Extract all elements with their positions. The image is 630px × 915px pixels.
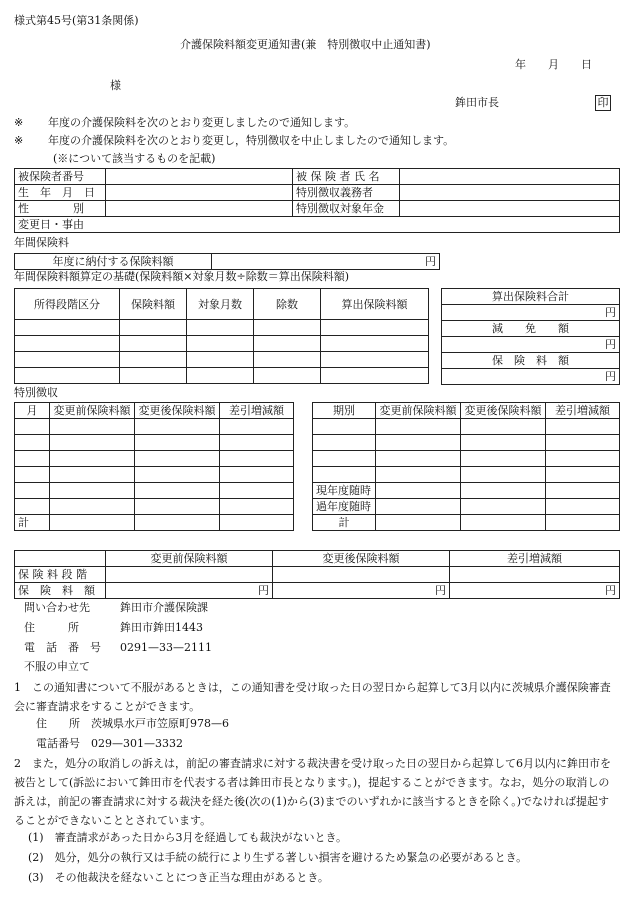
summary-level-label: 保 険 料 段 階 xyxy=(15,567,106,583)
table-row xyxy=(313,451,620,467)
insured-number-label: 被保険者番号 xyxy=(15,169,106,185)
table-row xyxy=(313,419,620,435)
table-row xyxy=(15,419,294,435)
inquiry-label: 問い合わせ先 xyxy=(24,601,90,614)
table-row xyxy=(15,483,294,499)
objection-item-1-address: 住 所 茨城県水戸市笠原町978—6 xyxy=(36,717,229,730)
special-period-table xyxy=(312,402,620,531)
basis-section-label: 年間保険料額算定の基礎(保険料額×対象月数÷除数＝算出保険料額) xyxy=(14,270,350,283)
annual-section-label: 年間保険料 xyxy=(14,236,69,249)
special-header-period: 期別 xyxy=(313,403,376,419)
special-header-after: 変更後保険料額 xyxy=(135,403,220,419)
special-agent-cell xyxy=(400,185,620,201)
sex-cell xyxy=(106,201,293,217)
past-year-label: 過年度随時 xyxy=(313,499,376,515)
notice-note: (※について該当するものを記載) xyxy=(53,152,216,165)
inquiry-value: 鉾田市介護保険課 xyxy=(120,601,208,614)
summary-header-before: 変更前保険料額 xyxy=(106,551,273,567)
table-row xyxy=(15,352,429,368)
special-header-diff: 差引増減額 xyxy=(220,403,294,419)
table-row xyxy=(15,368,429,384)
seal-mark: 印 xyxy=(595,95,611,111)
objection-case-2: (2) 処分，処分の執行又は手続の続行により生ずる著しい損害を避けるため緊急の必要があるとき。 xyxy=(28,851,528,864)
special-pension-cell xyxy=(400,201,620,217)
address-label: 住 所 xyxy=(24,621,79,634)
insured-info-table xyxy=(14,168,620,233)
basis-table xyxy=(14,288,429,384)
annual-payment-unit: 円 xyxy=(212,254,440,270)
notice-1-text: 年度の介護保険料を次のとおり変更しましたので通知します。 xyxy=(48,116,356,129)
summary-diff-unit: 円 xyxy=(450,583,620,599)
basis-header-income-level: 所得段階区分 xyxy=(15,289,120,320)
objection-item-2: 2 また，処分の取消しの訴えは，前記の審査請求に対する裁決書を受け取った日の翌日から起算して6月以内に鉾田市を被告として(訴訟において鉾田市を代表する者は鉾田市長となります。)，提起することができます。なお，処分の取消しの訴えは，前記の審査請求に対する裁決を経た後(次の(1)から(3)までのいずれかに該当するときを除く。)でなければ提起することができないこととされています。 xyxy=(14,757,611,827)
date-line: 年 月 日 xyxy=(515,58,592,71)
table-row xyxy=(313,435,620,451)
basis-header-months: 対象月数 xyxy=(187,289,254,320)
annual-payment-table xyxy=(14,253,440,270)
special-agent-label: 特別徴収義務者 xyxy=(293,185,400,201)
objection-case-1: (1) 審査請求があった日から3月を経過しても裁決がないとき。 xyxy=(28,831,348,844)
basis-header-premium: 保険料額 xyxy=(120,289,187,320)
table-row xyxy=(15,499,294,515)
notice-2-mark: ※ xyxy=(14,134,24,147)
addressee-suffix: 様 xyxy=(110,79,121,92)
form-number: 様式第45号(第31条関係) xyxy=(14,14,139,27)
summary-premium-label: 保 険 料 額 xyxy=(15,583,106,599)
issuer: 鉾田市長 xyxy=(455,96,499,109)
basis-header-divisor: 除数 xyxy=(254,289,321,320)
summary-header-diff: 差引増減額 xyxy=(450,551,620,567)
change-reason-label: 変更日・事由 xyxy=(15,217,620,233)
basis-header-calculated: 算出保険料額 xyxy=(321,289,429,320)
current-year-label: 現年度随時 xyxy=(313,483,376,499)
notice-2-text: 年度の介護保険料を次のとおり変更し，特別徴収を中止しましたので通知します。 xyxy=(48,134,455,147)
page-title: 介護保険料額変更通知書(兼 特別徴収中止通知書) xyxy=(180,38,431,51)
insured-name-cell xyxy=(400,169,620,185)
table-row xyxy=(15,435,294,451)
special-header-before-2: 変更前保険料額 xyxy=(376,403,461,419)
insured-number-cell xyxy=(106,169,293,185)
calc-total-unit: 円 xyxy=(442,305,620,321)
reduction-unit: 円 xyxy=(442,337,620,353)
special-pension-label: 特別徴収対象年金 xyxy=(293,201,400,217)
insured-name-label: 被 保 険 者 氏 名 xyxy=(293,169,400,185)
reduction-label: 減 免 額 xyxy=(442,321,620,337)
address-value: 鉾田市鉾田1443 xyxy=(120,621,203,634)
table-row xyxy=(15,451,294,467)
special-header-after-2: 変更後保険料額 xyxy=(461,403,546,419)
phone-value: 0291—33—2111 xyxy=(120,641,212,654)
annual-payment-label: 年度に納付する保険料額 xyxy=(15,254,212,270)
objection-item-1: 1 この通知書について不服があるときは，この通知書を受け取った日の翌日から起算して3月以内に茨城県介護保険審査会に審査請求をすることができます。 xyxy=(14,681,611,713)
special-section-label: 特別徴収 xyxy=(14,386,58,399)
phone-label: 電 話 番 号 xyxy=(24,641,101,654)
table-row xyxy=(313,467,620,483)
objection-item-1-phone: 電話番号 029—301—3332 xyxy=(36,737,183,750)
summary-table xyxy=(14,550,620,599)
table-row xyxy=(15,467,294,483)
birth-date-cell xyxy=(106,185,293,201)
objection-case-3: (3) その他裁決を経ないことにつき正当な理由があるとき。 xyxy=(28,871,329,884)
table-row xyxy=(15,320,429,336)
calc-total-label: 算出保険料合計 xyxy=(442,289,620,305)
sex-label: 性 別 xyxy=(15,201,106,217)
summary-after-unit: 円 xyxy=(273,583,450,599)
special-header-month: 月 xyxy=(15,403,50,419)
premium-unit: 円 xyxy=(442,369,620,385)
objection-heading: 不服の申立て xyxy=(24,660,90,673)
premium-label: 保 険 料 額 xyxy=(442,353,620,369)
summary-before-unit: 円 xyxy=(106,583,273,599)
special-month-total-label: 計 xyxy=(15,515,50,531)
birth-date-label: 生 年 月 日 xyxy=(15,185,106,201)
special-month-table xyxy=(14,402,294,531)
special-header-diff-2: 差引増減額 xyxy=(546,403,620,419)
special-period-total-label: 計 xyxy=(313,515,376,531)
special-header-before: 変更前保険料額 xyxy=(50,403,135,419)
table-row xyxy=(15,336,429,352)
notice-1-mark: ※ xyxy=(14,116,24,129)
summary-header-after: 変更後保険料額 xyxy=(273,551,450,567)
basis-total-table xyxy=(441,288,620,385)
